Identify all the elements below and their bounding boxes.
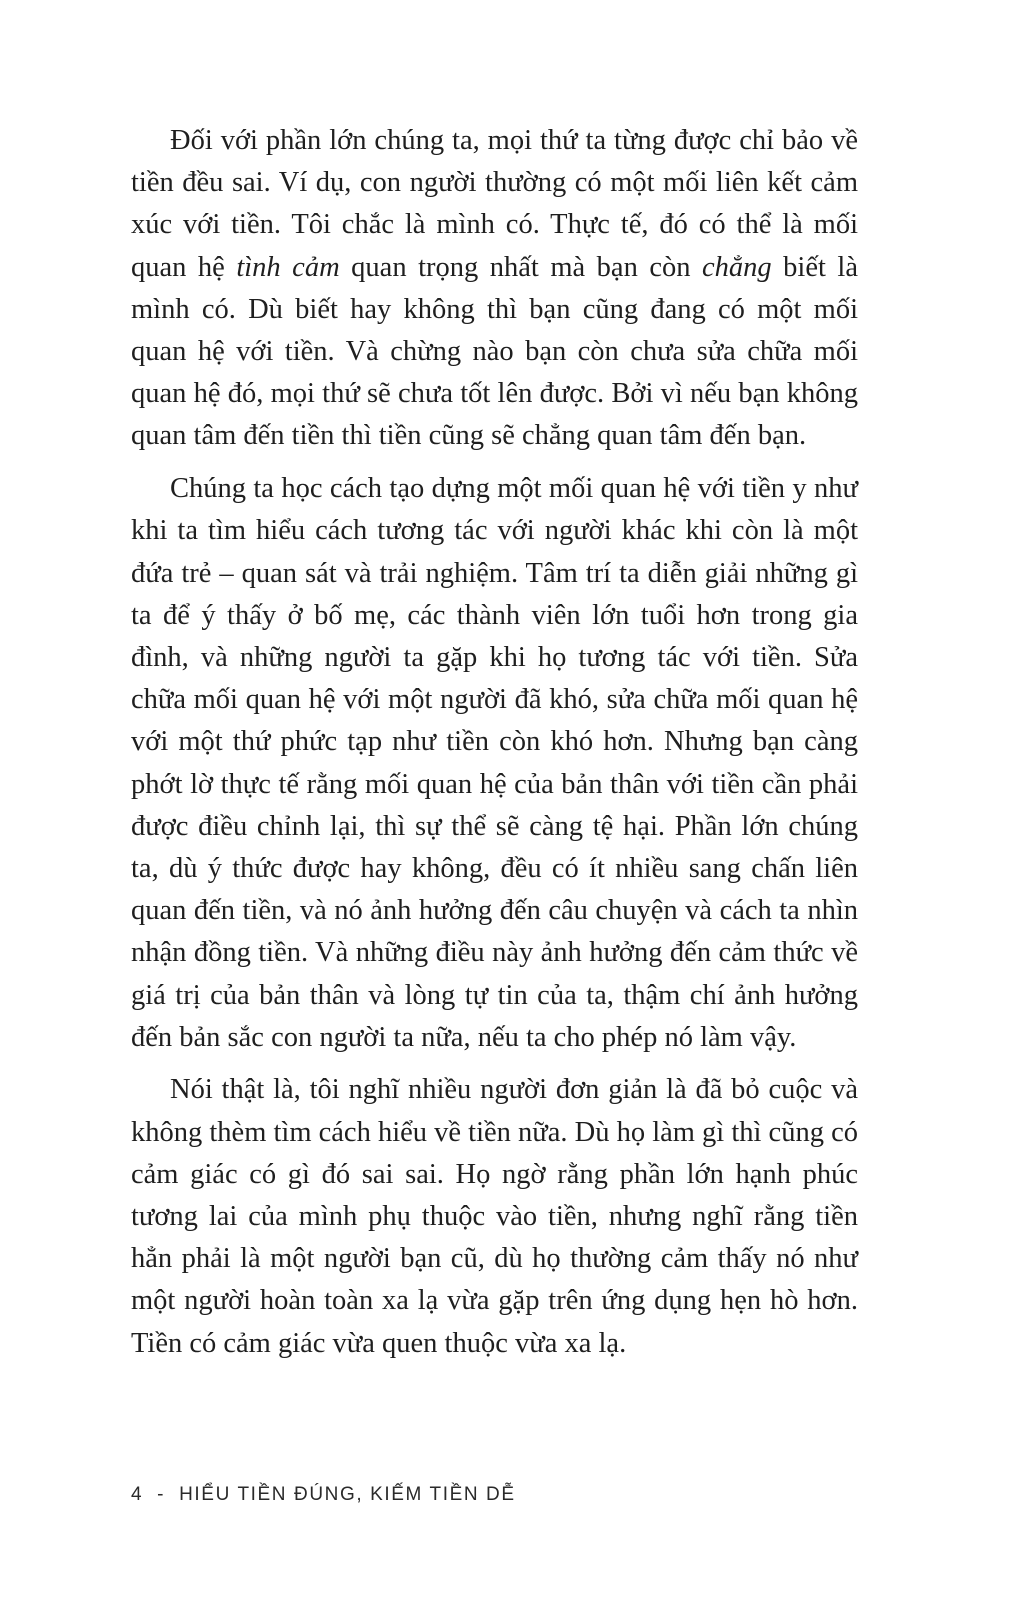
footer-separator: - bbox=[157, 1484, 166, 1505]
page-number: 4 bbox=[131, 1484, 144, 1505]
italic-emphasis: chẳng bbox=[702, 251, 772, 283]
italic-emphasis: tình cảm bbox=[236, 251, 340, 283]
paragraph-1 bbox=[131, 120, 858, 458]
paragraph-3-text: Nói thật là, tôi nghĩ nhiều người đơn giản là đã bỏ cuộc và không thèm tìm cách hiểu về tiền nữa. Dù họ làm gì thì cũng có cảm giác có gì đó sai sai. Họ ngờ rằng phần lớn hạnh phúc tương lai của mình phụ thuộc vào tiền, nhưng nghĩ rằng tiền hẳn phải là một người bạn cũ, dù họ thường cảm thấy nó như một người hoàn toàn xa lạ vừa gặp trên ứng dụng hẹn hò hơn. Tiền có cảm giác vừa quen thuộc vừa xa lạ. bbox=[131, 1074, 858, 1359]
paragraph-1-text: quan trọng nhất mà bạn còn bbox=[339, 251, 702, 283]
paragraph-2 bbox=[131, 468, 858, 1059]
body-text bbox=[131, 120, 858, 1375]
page-footer bbox=[131, 1484, 516, 1506]
running-title: HIỂU TIỀN ĐÚNG, KIẾM TIỀN DỄ bbox=[179, 1484, 516, 1505]
paragraph-1-text: biết là mình có. Dù biết hay không thì bạn cũng đang có một mối quan hệ với tiền. Và chừng nào bạn còn chưa sửa chữa mối quan hệ đó, mọi thứ sẽ chưa tốt lên được. Bởi vì nếu bạn không quan tâm đến tiền thì tiền cũng sẽ chẳng quan tâm đến bạn. bbox=[131, 251, 858, 452]
paragraph-2-text: Chúng ta học cách tạo dựng một mối quan hệ với tiền y như khi ta tìm hiểu cách tương tác với người khác khi còn là một đứa trẻ – quan sát và trải nghiệm. Tâm trí ta diễn giải những gì ta để ý thấy ở bố mẹ, các thành viên lớn tuổi hơn trong gia đình, và những người ta gặp khi họ tương tác với tiền. Sửa chữa mối quan hệ với một người đã khó, sửa chữa mối quan hệ với một thứ phức tạp như tiền còn khó hơn. Nhưng bạn càng phớt lờ thực tế rằng mối quan hệ của bản thân với tiền cần phải được điều chỉnh lại, thì sự thể sẽ càng tệ hại. Phần lớn chúng ta, dù ý thức được hay không, đều có ít nhiều sang chấn liên quan đến tiền, và nó ảnh hưởng đến câu chuyện và cách ta nhìn nhận đồng tiền. Và những điều này ảnh hưởng đến cảm thức về giá trị của bản thân và lòng tự tin của ta, thậm chí ảnh hưởng đến bản sắc con người ta nữa, nếu ta cho phép nó làm vậy. bbox=[131, 473, 858, 1053]
paragraph-1-text: Đối với phần lớn chúng ta, mọi thứ ta từng được chỉ bảo về tiền đều sai. Ví dụ, con người thường có một mối liên kết cảm xúc với tiền. Tôi chắc là mình có. Thực tế, đó có thể là mối quan hệ bbox=[131, 125, 858, 283]
paragraph-3 bbox=[131, 1069, 858, 1364]
